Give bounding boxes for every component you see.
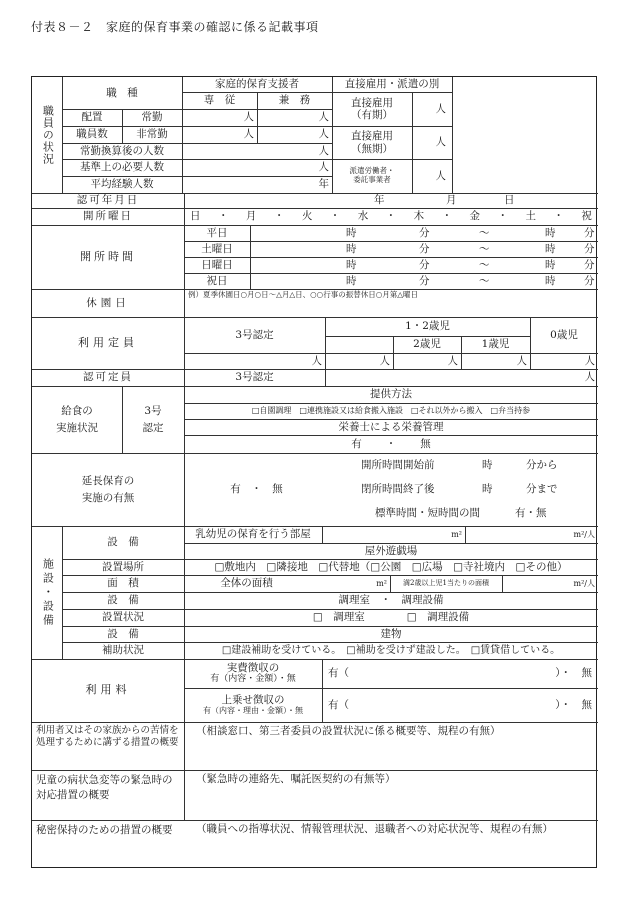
holiday-label: 休園日 (86, 296, 130, 309)
complaints-description[interactable]: （相談窓口、第三者委員の設置状況に係る概要等、規程の有無） (196, 725, 501, 737)
licensed-capacity-label: 認可定員 (83, 371, 133, 384)
day-separator: ・ (385, 210, 397, 223)
extended-start-row[interactable] (329, 453, 598, 477)
extended-care-label (32, 453, 184, 526)
month-unit: 月 (446, 194, 457, 207)
hours-range-sep: ～ (479, 242, 490, 255)
outdoor-play-header: 屋外遊戯場 (364, 544, 418, 557)
emergency-label: 児童の病状急変等の緊急時の対応措置の概要 (36, 774, 173, 801)
dispatch-line2: 委託事業者 (353, 175, 391, 184)
privacy-label: 秘密保持のための措置の概要 (36, 824, 173, 836)
total-area-label: 全体の面積 (220, 577, 273, 590)
parttime-header: 兼 務 (278, 94, 311, 107)
open-hours-label: 開所時間 (80, 249, 136, 263)
fulltime-header: 専 従 (203, 94, 236, 107)
kitchen-equipment-label: 設 備 (107, 594, 139, 607)
day-separator: ・ (329, 210, 341, 223)
avg-experience-value[interactable]: 年 (318, 178, 329, 191)
day-separator: ・ (553, 210, 564, 223)
direct-open-line1: 直接雇用 (351, 130, 393, 143)
extra-charge-label (184, 688, 322, 722)
extended-end-label: 閉所時間終了後 (361, 482, 435, 495)
confirmation-form-table (31, 76, 597, 868)
actual-cost-line2: 有（内容・金額）・無 (210, 674, 296, 685)
meal-method-options[interactable]: □自園調理 □連携施設又は給食搬入施設 □それ以外から搬入 □弁当持参 (251, 406, 531, 416)
nutrition-header: 栄養士による栄養管理 (338, 420, 444, 433)
day-item[interactable]: 土 (525, 210, 536, 223)
subsidy-options[interactable]: □建設補助を受けている。 □補助を受けず建設した。 □賃貸借している。 (221, 644, 561, 656)
kitchen-header: 調理室 ・ 調理設備 (338, 594, 444, 607)
meals-cert3-label (122, 386, 184, 453)
direct-open-term-count[interactable]: 人 (435, 136, 446, 149)
required-count-value[interactable]: 人 (318, 161, 329, 174)
day-item[interactable]: 日 (190, 210, 201, 223)
day-separator: ・ (441, 210, 453, 223)
day-separator: ・ (217, 210, 229, 223)
extended-yes-no[interactable]: 有 ・ 無 (230, 483, 283, 496)
day-item[interactable]: 金 (469, 210, 481, 223)
hours-row-label: 土曜日 (201, 242, 233, 255)
extended-end-row[interactable] (329, 477, 598, 501)
capacity-age2-header: 2歳児 (413, 338, 441, 351)
building-equipment-label: 設 備 (107, 627, 139, 640)
close-hour-unit: 時 (545, 226, 556, 239)
required-count-label: 基準上の必要人数 (80, 161, 164, 174)
area-label: 面 積 (107, 577, 139, 590)
capacity-cert3-header: 3号認定 (235, 328, 274, 341)
extended-start-hour: 時 (482, 458, 493, 471)
extra-charge-line1: 上乗せ徴収の (221, 694, 285, 707)
hours-row-label: 祝日 (206, 274, 228, 287)
building-header: 建物 (380, 627, 402, 640)
kitchen-options[interactable]: □ 調理室 □ 調理設備 (312, 611, 470, 624)
day-item[interactable]: 月 (245, 210, 257, 223)
infant-room-area[interactable]: m² (451, 529, 462, 539)
hours-range-sep: ～ (479, 226, 490, 239)
capacity-label: 利用定員 (78, 335, 138, 349)
hours-row-value[interactable] (250, 241, 598, 257)
meals-cert-line2: 認定 (142, 421, 164, 434)
converted-count-value[interactable]: 人 (318, 144, 329, 157)
direct-open-line2: （無期） (351, 142, 393, 155)
licensed-cert3-value[interactable]: 人 (584, 371, 595, 384)
day-unit: 日 (504, 194, 515, 207)
facility-equipment-label: 設 備 (107, 536, 139, 549)
infant-room-per-child[interactable]: m²/人 (573, 529, 595, 539)
hours-range-sep: ～ (479, 274, 490, 287)
actual-cost-label (184, 659, 322, 688)
hours-row-label: 日曜日 (201, 258, 233, 271)
capacity-age2-value[interactable]: 人 (447, 354, 458, 367)
open-hour-unit: 時 (346, 242, 357, 255)
emergency-description[interactable]: （緊急時の連絡先、嘱託医契約の有無等） (196, 773, 396, 785)
meals-cert-line1: 3号 (144, 404, 162, 417)
converted-count-label: 常勤換算後の人数 (80, 144, 164, 157)
facility-section-label: 施設・設備 (41, 557, 55, 628)
open-minute-unit: 分 (419, 226, 430, 239)
install-location-options[interactable]: □敷地内 □隣接地 □代替地（□公園 □広場 □寺社境内 □その他） (214, 560, 568, 573)
regular-label: 常勤 (141, 111, 163, 124)
extended-std-yes-no[interactable]: 有・無 (515, 507, 547, 520)
close-minute-unit: 分 (584, 242, 595, 255)
install-location-label: 設置場所 (102, 560, 144, 573)
extended-label-line1: 延長保育の (81, 474, 135, 487)
capacity-age1-value[interactable]: 人 (516, 354, 527, 367)
total-area-value[interactable]: m² (376, 578, 387, 588)
dispatch-line1: 派遣労働者・ (349, 166, 395, 176)
staff-count-label: 職員数 (76, 128, 108, 141)
regular-fulltime-count[interactable]: 人 (243, 111, 254, 124)
hours-row-value[interactable] (250, 273, 598, 289)
actual-cost-open: 有（ (328, 667, 349, 680)
nonregular-fulltime-count[interactable]: 人 (243, 128, 254, 141)
close-minute-unit: 分 (584, 274, 595, 287)
infant-room-label: 乳幼児の保育を行う部屋 (195, 528, 311, 541)
extended-label-line2: 実施の有無 (81, 491, 135, 504)
page-title: 付表８－２ 家庭的保育事業の確認に係る記載事項 (31, 20, 319, 34)
meal-method-header: 提供方法 (370, 388, 412, 401)
capacity-age0-value[interactable]: 人 (584, 354, 595, 367)
actual-cost-value[interactable] (322, 659, 598, 688)
extended-std-label: 標準時間・短時間の間 (375, 507, 480, 520)
nutrition-separator: ・ (385, 437, 397, 450)
capacity-cert3-value[interactable]: 人 (311, 354, 322, 367)
nonregular-parttime-count[interactable]: 人 (318, 128, 329, 141)
caregiver-header: 家庭的保育支援者 (215, 78, 299, 91)
actual-cost-close: ）・ 無 (555, 667, 592, 680)
avg-experience-label: 平均経験人数 (90, 178, 154, 191)
actual-cost-line1: 実費徴収の (226, 662, 280, 675)
per-child-area-value[interactable]: m²/人 (573, 578, 595, 588)
meals-label (32, 386, 122, 453)
nutrition-yes[interactable]: 有 (351, 437, 362, 450)
nutrition-no[interactable]: 無 (420, 437, 431, 450)
employment-type-header: 直接雇用・派遣の別 (344, 78, 440, 91)
extended-start-from: 分から (526, 458, 558, 471)
capacity-age0-header: 0歳児 (550, 328, 578, 341)
meals-label-line2: 実施状況 (56, 421, 98, 434)
extra-charge-line2: 有（内容・理由・金額）・無 (203, 706, 303, 716)
privacy-description[interactable]: （職員への指導状況、情報管理状況、退職者への対応状況等、規程の有無） (196, 823, 553, 835)
open-minute-unit: 分 (419, 258, 430, 271)
hours-row-value[interactable] (250, 257, 598, 273)
dispatch-label (332, 159, 412, 193)
open-days-row[interactable] (184, 208, 598, 225)
approval-date-label: 認可年月日 (76, 194, 140, 207)
close-hour-unit: 時 (545, 258, 556, 271)
job-type-header: 職 種 (106, 86, 138, 99)
day-item[interactable]: 木 (413, 210, 425, 223)
capacity-age1-header: 1歳児 (481, 338, 510, 351)
direct-fixed-term-label (332, 92, 412, 126)
hours-row-value[interactable] (250, 225, 598, 241)
extra-charge-open: 有（ (328, 698, 349, 711)
meals-label-line1: 給食の (61, 404, 93, 417)
dispatch-count[interactable]: 人 (435, 169, 446, 182)
open-hour-unit: 時 (346, 258, 357, 271)
install-state-label: 設置状況 (102, 611, 144, 624)
year-unit: 年 (374, 194, 385, 207)
close-minute-unit: 分 (584, 226, 595, 239)
regular-parttime-count[interactable]: 人 (318, 111, 329, 124)
extended-start-label: 開所時間開始前 (361, 458, 435, 471)
nutrition-yes-no[interactable] (184, 435, 598, 453)
approval-date-value[interactable] (184, 193, 598, 208)
staff-section-label: 職員の状況 (41, 105, 55, 165)
hours-row-label: 平日 (206, 226, 228, 239)
close-minute-unit: 分 (584, 258, 595, 271)
extended-end-until: 分まで (526, 482, 558, 495)
day-separator: ・ (273, 210, 285, 223)
open-hour-unit: 時 (346, 274, 357, 287)
close-hour-unit: 時 (545, 274, 556, 287)
day-item[interactable]: 祝 (581, 210, 592, 223)
close-hour-unit: 時 (545, 242, 556, 255)
nonregular-label: 非常勤 (136, 128, 168, 141)
capacity-age12-header: 1・2歳児 (405, 320, 450, 333)
open-days-label: 開所曜日 (83, 210, 133, 223)
licensed-cert3-label: 3号認定 (235, 371, 274, 384)
capacity-age12-value[interactable]: 人 (379, 354, 390, 367)
subsidy-label: 補助状況 (102, 644, 144, 657)
open-minute-unit: 分 (419, 242, 430, 255)
direct-fixed-term-count[interactable]: 人 (435, 102, 446, 115)
direct-fixed-line2: （有期） (351, 109, 393, 121)
extra-charge-value[interactable] (322, 688, 598, 722)
extended-std-row[interactable] (329, 501, 598, 526)
direct-open-term-label (332, 126, 412, 159)
day-separator: ・ (497, 210, 508, 223)
hours-range-sep: ～ (479, 258, 490, 271)
complaints-label: 利用者又はその家族からの苦情を処理するために講ずる措置の概要 (36, 725, 179, 749)
direct-fixed-line1: 直接雇用 (351, 96, 393, 109)
placement-label: 配置 (81, 111, 103, 124)
per-child-area-label: 満2歳以上児1当たりの面積 (403, 579, 489, 588)
fees-label: 利用料 (85, 683, 131, 697)
extra-charge-close: ）・ 無 (555, 698, 592, 711)
holiday-example[interactable]: 例）夏季休園日○月○日～△月△日、○○行事の振替休日○月第△曜日 (188, 290, 419, 299)
open-minute-unit: 分 (419, 274, 430, 287)
day-item[interactable]: 火 (301, 210, 313, 223)
day-item[interactable]: 水 (357, 210, 369, 223)
open-hour-unit: 時 (346, 226, 357, 239)
extended-end-hour: 時 (482, 482, 493, 495)
